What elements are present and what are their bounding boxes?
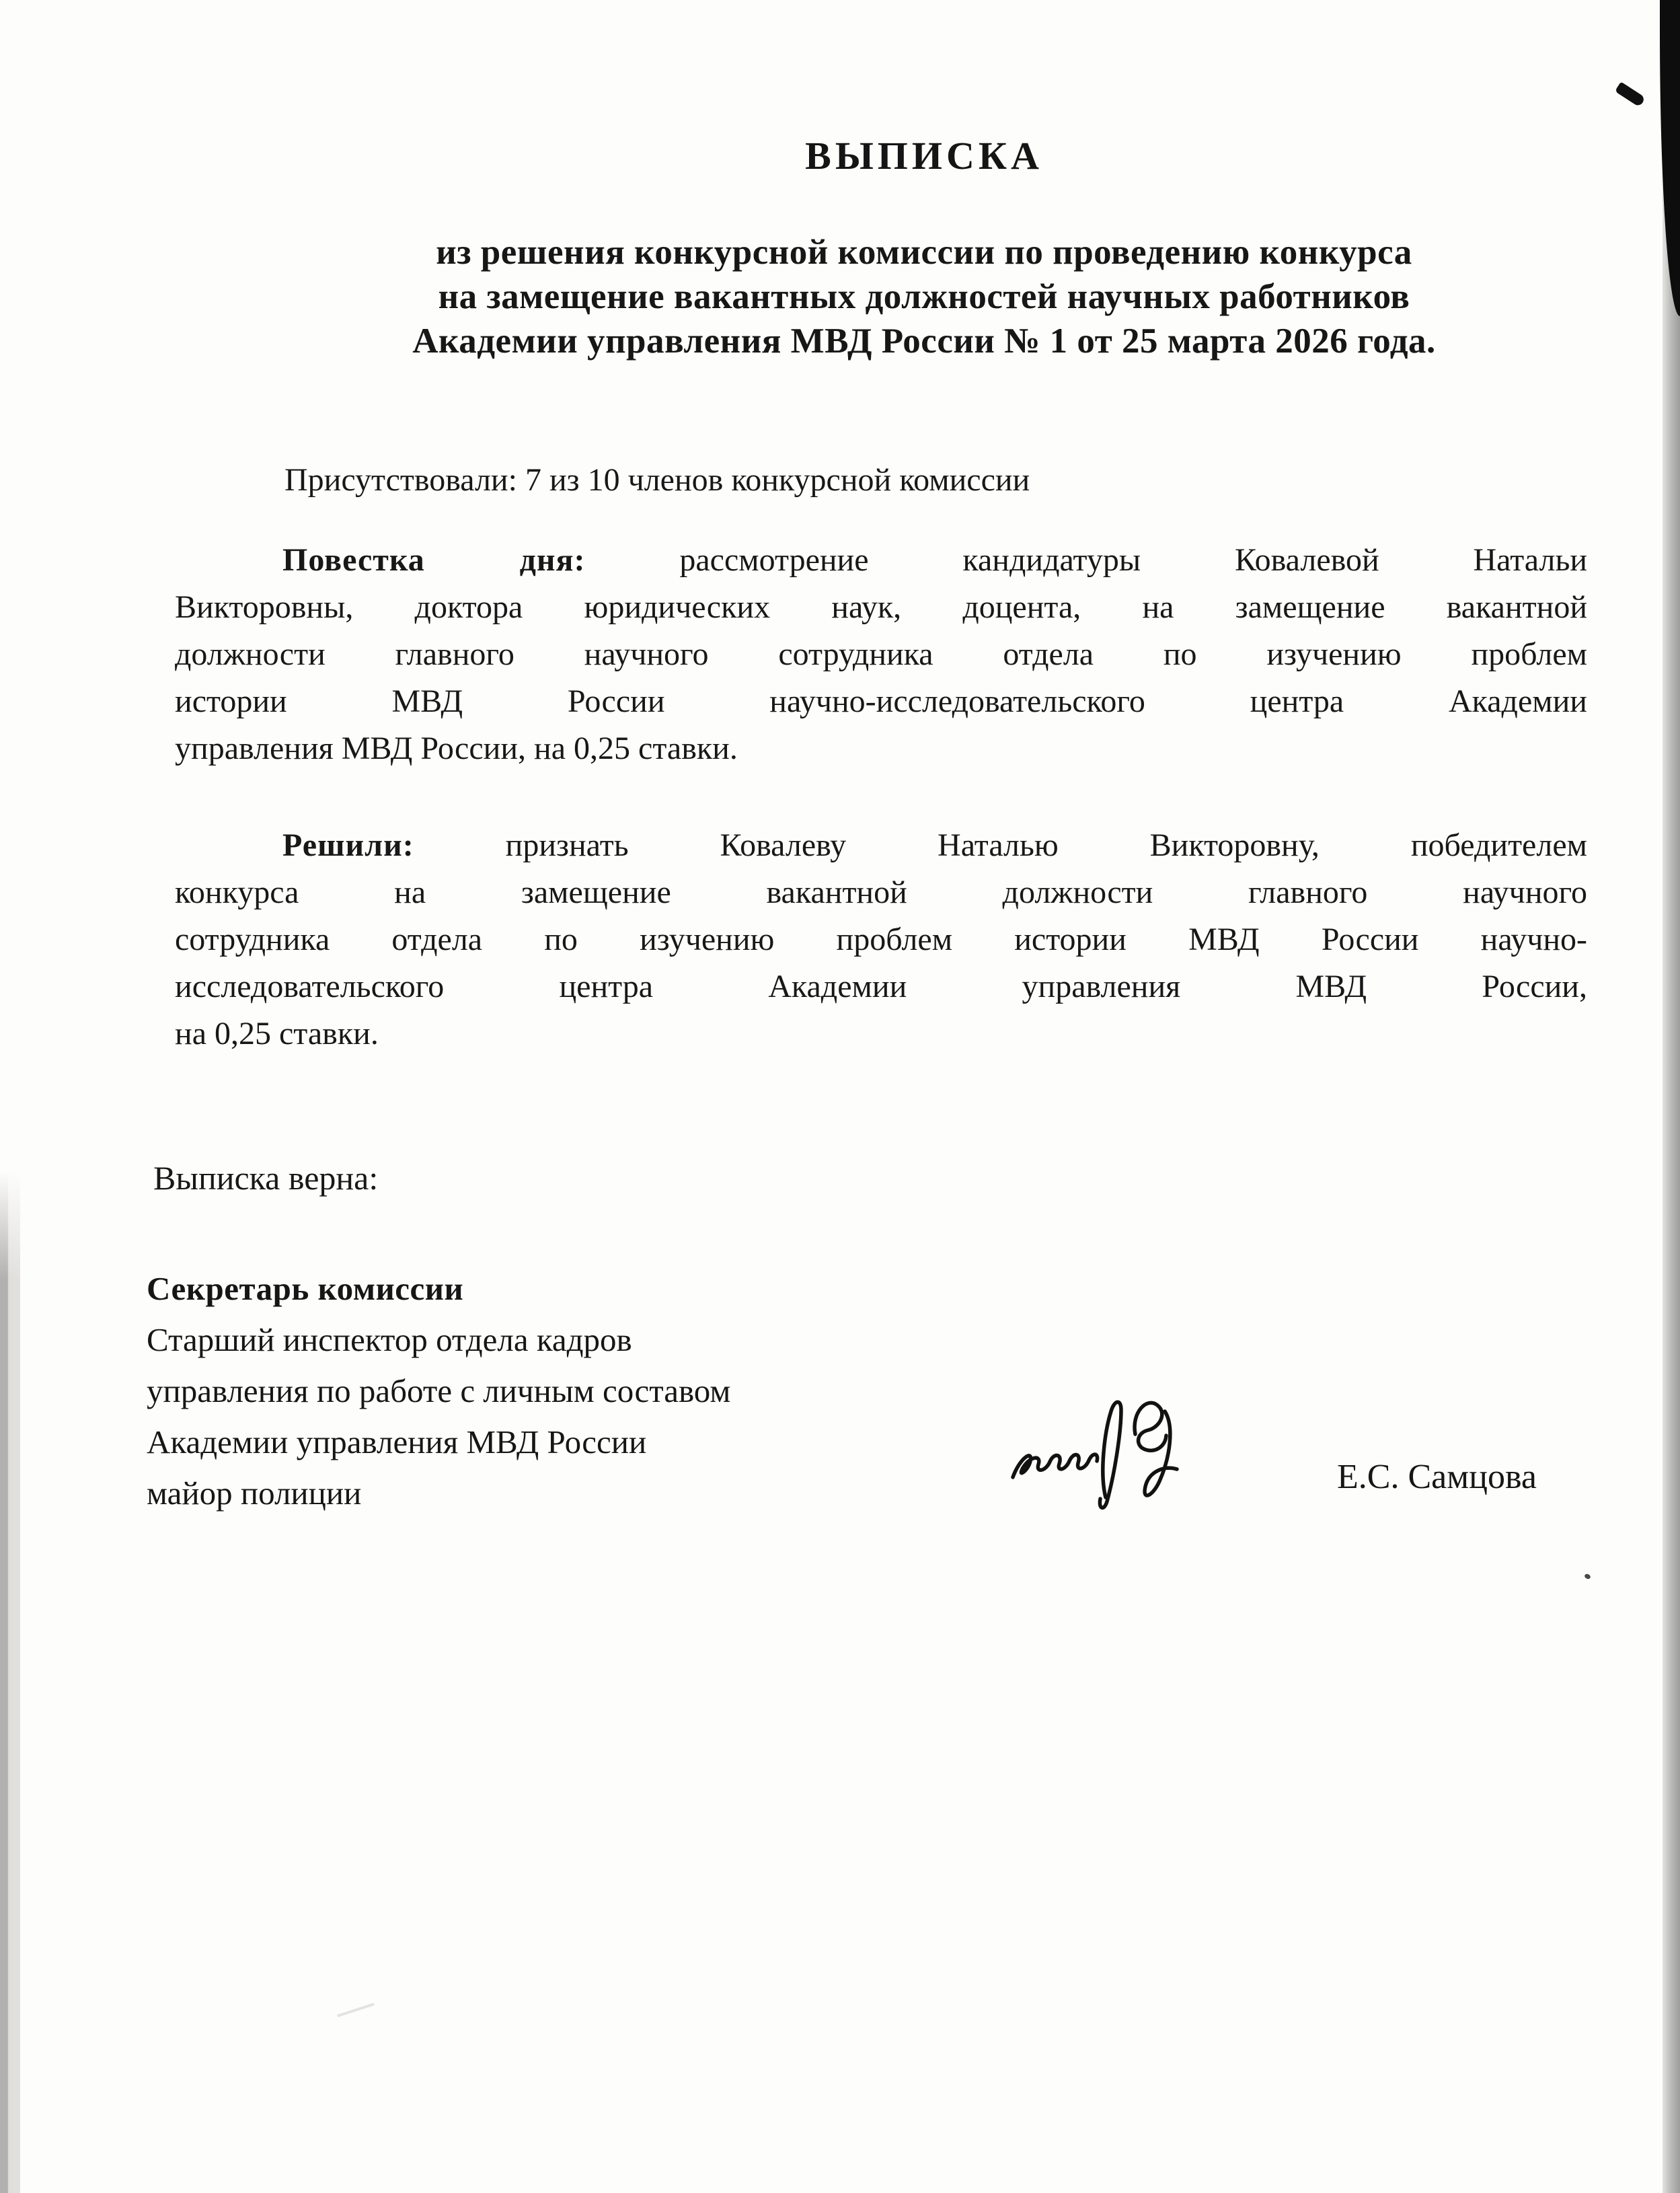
agenda-line: Викторовны, доктора юридических наук, доцента, на замещение вакантной [175,589,1587,625]
signatory-block [147,1263,730,1519]
subtitle-line-1: из решения конкурсной комиссии по проведению конкурса [436,233,1412,272]
document-title: ВЫПИСКА [805,134,1043,178]
resolution-line: исследовательского центра Академии управления МВД России, [175,969,1587,1004]
scan-edge-right [1663,0,1680,2193]
certification-line: Выписка верна: [153,1159,379,1197]
signatory-role-line: майор полиции [147,1475,362,1512]
signatory-role-line: Старший инспектор отдела кадров [147,1321,632,1358]
pen-mark [1615,81,1646,107]
signatory-role-title: Секретарь комиссии [147,1270,464,1307]
signatory-role-line: управления по работе с личным составом [147,1372,731,1409]
agenda-lead: Повестка дня: [282,542,586,578]
resolution-line [175,822,1587,869]
agenda-line: должности главного научного сотрудника отдела по изучению проблем [175,636,1587,672]
agenda-line [175,537,1587,584]
resolution-lead: Решили: [282,827,414,863]
resolution-paragraph [175,822,1587,1057]
attendance-line: Присутствовали: 7 из 10 членов конкурсной комиссии [284,462,1030,498]
agenda-line: истории МВД России научно-исследовательского центра Академии [175,683,1587,719]
resolution-line: конкурса на замещение вакантной должности главного научного [175,875,1587,910]
agenda-line: управления МВД России, на 0,25 ставки. [175,731,738,766]
resolution-line: на 0,25 ставки. [175,1016,379,1051]
resolution-line: сотрудника отдела по изучению проблем истории МВД России научно- [175,922,1587,957]
agenda-paragraph [175,537,1587,772]
scan-speck [1584,1573,1591,1579]
signatory-role-line: Академии управления МВД России [147,1423,647,1460]
resolution-line-rest: признать Ковалеву Наталью Викторовну, победителем [505,827,1587,863]
agenda-line-rest: рассмотрение кандидатуры Ковалевой Натальи [679,542,1588,578]
subtitle-line-3: Академии управления МВД России № 1 от 25 марта 2026 года. [412,322,1436,361]
signature-image [1003,1391,1225,1522]
subtitle-line-2: на замещение вакантных должностей научных работников [438,277,1410,316]
scan-scratch [337,2003,375,2017]
scan-edge-left [0,1172,20,2193]
scan-edge-left-fade [0,1172,20,1279]
document-subtitle [202,230,1646,363]
signatory-name: Е.С. Самцова [1337,1458,1537,1496]
